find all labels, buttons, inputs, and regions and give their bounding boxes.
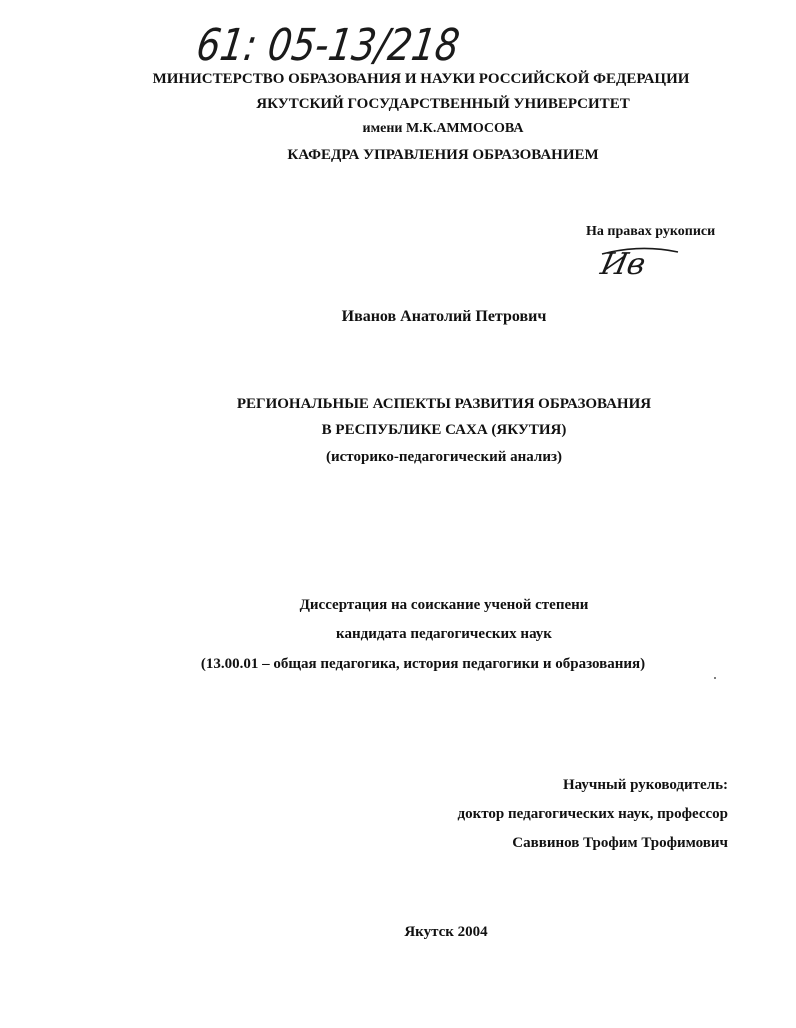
signature — [597, 242, 680, 284]
signature-mark: Ив — [597, 247, 649, 282]
university-heading: ЯКУТСКИЙ ГОСУДАРСТВЕННЫЙ УНИВЕРСИТЕТ — [256, 96, 630, 112]
degree-line-3: (13.00.01 – общая педагогика, история педагогики и образования) — [200, 656, 646, 672]
author-name: Иванов Анатолий Петрович — [341, 308, 547, 325]
named-after-heading: имени М.К.АММОСОВА — [362, 121, 524, 136]
ministry-heading: МИНИСТЕРСТВО ОБРАЗОВАНИЯ И НАУКИ РОССИЙСКОЙ ФЕДЕРАЦИИ — [152, 71, 690, 87]
handwritten-archive-number — [193, 10, 512, 72]
supervisor-credentials: доктор педагогических наук, профессор — [457, 806, 728, 822]
title-line-1: РЕГИОНАЛЬНЫЕ АСПЕКТЫ РАЗВИТИЯ ОБРАЗОВАНИЯ — [236, 396, 652, 412]
supervisor-name: Саввинов Трофим Трофимович — [512, 835, 728, 851]
supervisor-label: Научный руководитель: — [563, 777, 728, 793]
title-line-3: (историко-педагогический анализ) — [326, 449, 562, 465]
degree-line-1: Диссертация на соискание ученой степени — [299, 597, 589, 613]
department-heading: КАФЕДРА УПРАВЛЕНИЯ ОБРАЗОВАНИЕМ — [287, 147, 599, 163]
place-year: Якутск 2004 — [404, 924, 488, 940]
manuscript-rights-note: На правах рукописи — [586, 224, 716, 239]
degree-line-2: кандидата педагогических наук — [336, 626, 552, 642]
title-line-2: В РЕСПУБЛИКЕ САХА (ЯКУТИЯ) — [321, 422, 567, 438]
scan-speck — [714, 677, 716, 679]
archive-number-text: 61: 05-13/218 — [193, 20, 512, 71]
